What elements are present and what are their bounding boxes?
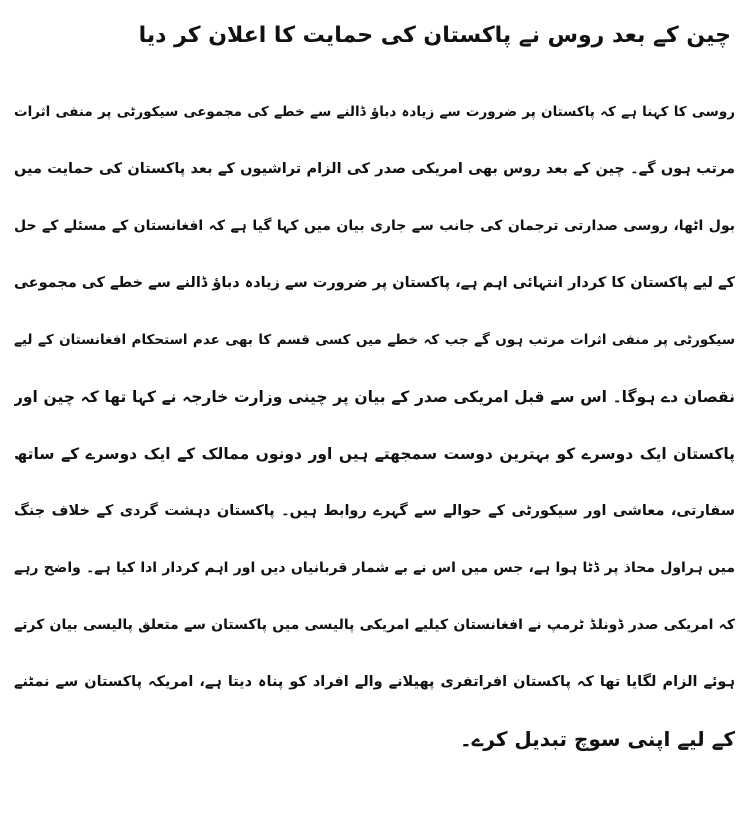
article-line: نقصان دے ہوگا۔ اس سے قبل امریکی صدر کے بیان پر چینی وزارت خارجہ نے کہا تھا کہ چین اور <box>14 388 735 406</box>
article-line: کے لیے اپنی سوچ تبدیل کرے۔ <box>459 727 735 751</box>
article-line: کہ امریکی صدر ڈونلڈ ٹرمپ نے افغانستان کیلیے امریکی پالیسی میں پاکستان سے متعلق پالیسی بیان کرتے <box>14 617 735 633</box>
article-line: سیکورٹی پر منفی اثرات مرتب ہوں گے جب کہ خطے میں کسی قسم کا بھی عدم استحکام افغانستان کے لیے <box>14 332 735 348</box>
article-line: کے لیے پاکستان کا کردار انتہائی اہم ہے، پاکستان پر ضرورت سے زیادہ دباؤ ڈالنے سے خطے کی مجموعی <box>14 275 735 291</box>
article-line: میں ہراول محاذ پر ڈٹا ہوا ہے، جس میں اس نے بے شمار قربانیاں دیں اور اہم کردار ادا کیا ہے۔ واضح رہے <box>14 560 735 576</box>
article-headline: چین کے بعد روس نے پاکستان کی حمایت کا اعلان کر دیا <box>138 23 731 48</box>
article-line: بول اٹھا، روسی صدارتی ترجمان کی جانب سے جاری بیان میں کہا گیا ہے کہ افغانستان کے مسئلے کے حل <box>14 218 735 234</box>
article-body <box>14 84 735 768</box>
article-line: سفارتی، معاشی اور سیکورٹی کے حوالے سے گہرے روابط ہیں۔ پاکستان دہشت گردی کے خلاف جنگ <box>14 503 735 519</box>
article-line: پاکستان ایک دوسرے کو بہترین دوست سمجھتے ہیں اور دونوں ممالک کے ایک دوسرے کے ساتھ <box>14 445 735 463</box>
article-line: ہوئے الزام لگایا تھا کہ پاکستان افراتفری پھیلانے والے افراد کو پناہ دیتا ہے، امریکہ پاکستان سے نمٹنے <box>14 674 735 690</box>
article-line: مرتب ہوں گے۔ چین کے بعد روس بھی امریکی صدر کی الزام تراشیوں کے بعد پاکستان کی حمایت میں <box>14 161 735 177</box>
article-line: روسی کا کہنا ہے کہ پاکستان پر ضرورت سے زیادہ دباؤ ڈالنے سے خطے کی مجموعی سیکورٹی پر منفی اثرات <box>14 104 735 120</box>
